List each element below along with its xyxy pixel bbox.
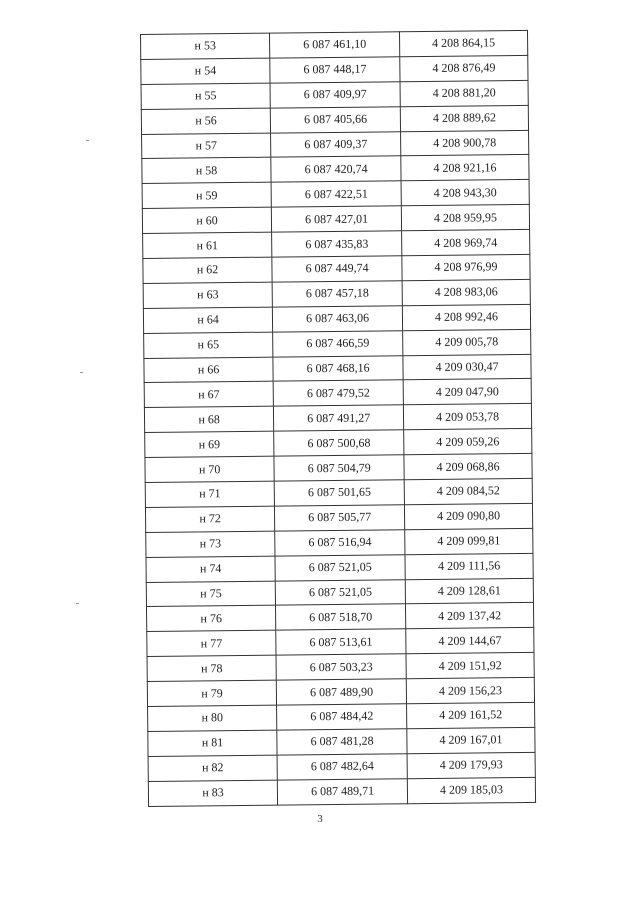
x-coordinate-cell: 6 087 479,52	[273, 380, 403, 406]
x-coordinate-cell: 6 087 501,65	[274, 480, 404, 506]
y-coordinate-cell: 4 209 090,80	[405, 503, 533, 529]
point-cell: н 71	[145, 481, 274, 507]
y-coordinate-cell: 4 209 111,56	[405, 553, 533, 579]
point-cell: н 81	[148, 730, 277, 756]
y-coordinate-cell: 4 209 185,03	[407, 777, 535, 803]
y-coordinate-cell: 4 209 005,78	[403, 329, 531, 355]
x-coordinate-cell: 6 087 405,66	[270, 106, 400, 132]
point-cell: н 66	[144, 357, 273, 383]
x-coordinate-cell: 6 087 518,70	[276, 604, 406, 630]
point-cell: н 61	[143, 232, 272, 258]
point-cell: н 73	[146, 531, 275, 557]
y-coordinate-cell: 4 209 053,78	[403, 404, 531, 430]
x-coordinate-cell: 6 087 468,16	[273, 355, 403, 381]
x-coordinate-cell: 6 087 466,59	[273, 330, 403, 356]
point-cell: н 80	[148, 705, 277, 731]
point-cell: н 74	[146, 556, 275, 582]
y-coordinate-cell: 4 209 137,42	[406, 603, 534, 629]
y-coordinate-cell: 4 208 876,49	[400, 55, 528, 81]
x-coordinate-cell: 6 087 409,37	[271, 131, 401, 157]
y-coordinate-cell: 4 208 959,95	[401, 205, 529, 231]
x-coordinate-cell: 6 087 448,17	[270, 57, 400, 83]
y-coordinate-cell: 4 208 969,74	[402, 230, 530, 256]
x-coordinate-cell: 6 087 491,27	[274, 405, 404, 431]
y-coordinate-cell: 4 208 900,78	[401, 130, 529, 156]
point-cell: н 67	[144, 382, 273, 408]
x-coordinate-cell: 6 087 484,42	[277, 704, 407, 730]
x-coordinate-cell: 6 087 521,05	[275, 579, 405, 605]
y-coordinate-cell: 4 209 167,01	[407, 727, 535, 753]
y-coordinate-cell: 4 209 179,93	[407, 752, 535, 778]
point-cell: н 53	[141, 33, 270, 59]
y-coordinate-cell: 4 208 992,46	[402, 304, 530, 330]
y-coordinate-cell: 4 209 144,67	[406, 628, 534, 654]
y-coordinate-cell: 4 209 128,61	[405, 578, 533, 604]
point-cell: н 65	[144, 332, 273, 358]
scan-speck	[76, 603, 79, 604]
x-coordinate-cell: 6 087 489,90	[276, 679, 406, 705]
table-row	[148, 777, 535, 806]
y-coordinate-cell: 4 209 030,47	[403, 354, 531, 380]
y-coordinate-cell: 4 209 099,81	[405, 528, 533, 554]
point-cell: н 64	[143, 307, 272, 333]
y-coordinate-cell: 4 209 047,90	[403, 379, 531, 405]
point-cell: н 72	[145, 506, 274, 532]
point-cell: н 77	[147, 630, 276, 656]
x-coordinate-cell: 6 087 505,77	[275, 505, 405, 531]
y-coordinate-cell: 4 208 943,30	[401, 180, 529, 206]
x-coordinate-cell: 6 087 457,18	[272, 281, 402, 307]
point-cell: н 57	[142, 133, 271, 159]
point-cell: н 56	[141, 108, 270, 134]
x-coordinate-cell: 6 087 409,97	[270, 82, 400, 108]
x-coordinate-cell: 6 087 521,05	[275, 554, 405, 580]
point-cell: н 59	[142, 182, 271, 208]
x-coordinate-cell: 6 087 481,28	[277, 729, 407, 755]
point-cell: н 79	[147, 680, 276, 706]
point-cell: н 62	[143, 257, 272, 283]
y-coordinate-cell: 4 209 068,86	[404, 454, 532, 480]
x-coordinate-cell: 6 087 420,74	[271, 156, 401, 182]
x-coordinate-cell: 6 087 461,10	[270, 32, 400, 58]
coordinates-table	[140, 30, 536, 807]
point-cell: н 83	[148, 780, 277, 806]
point-cell: н 60	[142, 207, 271, 233]
y-coordinate-cell: 4 209 084,52	[404, 478, 532, 504]
scan-speck	[80, 372, 83, 373]
y-coordinate-cell: 4 209 059,26	[404, 429, 532, 455]
x-coordinate-cell: 6 087 504,79	[274, 455, 404, 481]
x-coordinate-cell: 6 087 489,71	[278, 778, 408, 804]
x-coordinate-cell: 6 087 427,01	[272, 206, 402, 232]
y-coordinate-cell: 4 208 921,16	[401, 155, 529, 181]
x-coordinate-cell: 6 087 482,64	[277, 754, 407, 780]
point-cell: н 58	[142, 158, 271, 184]
y-coordinate-cell: 4 209 151,92	[406, 653, 534, 679]
coordinates-table-body	[141, 30, 536, 806]
point-cell: н 82	[148, 755, 277, 781]
point-cell: н 54	[141, 58, 270, 84]
page-number: 3	[317, 813, 323, 825]
point-cell: н 55	[141, 83, 270, 109]
y-coordinate-cell: 4 209 156,23	[406, 678, 534, 704]
y-coordinate-cell: 4 208 881,20	[400, 80, 528, 106]
y-coordinate-cell: 4 208 889,62	[400, 105, 528, 131]
x-coordinate-cell: 6 087 449,74	[272, 256, 402, 282]
point-cell: н 75	[146, 581, 275, 607]
x-coordinate-cell: 6 087 503,23	[276, 654, 406, 680]
x-coordinate-cell: 6 087 435,83	[272, 231, 402, 257]
x-coordinate-cell: 6 087 422,51	[271, 181, 401, 207]
x-coordinate-cell: 6 087 500,68	[274, 430, 404, 456]
x-coordinate-cell: 6 087 516,94	[275, 530, 405, 556]
point-cell: н 70	[145, 456, 274, 482]
x-coordinate-cell: 6 087 463,06	[273, 306, 403, 332]
point-cell: н 76	[147, 606, 276, 632]
point-cell: н 69	[145, 431, 274, 457]
point-cell: н 63	[143, 282, 272, 308]
scan-speck	[86, 140, 89, 141]
point-cell: н 78	[147, 655, 276, 681]
y-coordinate-cell: 4 208 864,15	[400, 30, 528, 56]
y-coordinate-cell: 4 208 983,06	[402, 279, 530, 305]
x-coordinate-cell: 6 087 513,61	[276, 629, 406, 655]
y-coordinate-cell: 4 209 161,52	[407, 702, 535, 728]
point-cell: н 68	[144, 406, 273, 432]
y-coordinate-cell: 4 208 976,99	[402, 254, 530, 280]
